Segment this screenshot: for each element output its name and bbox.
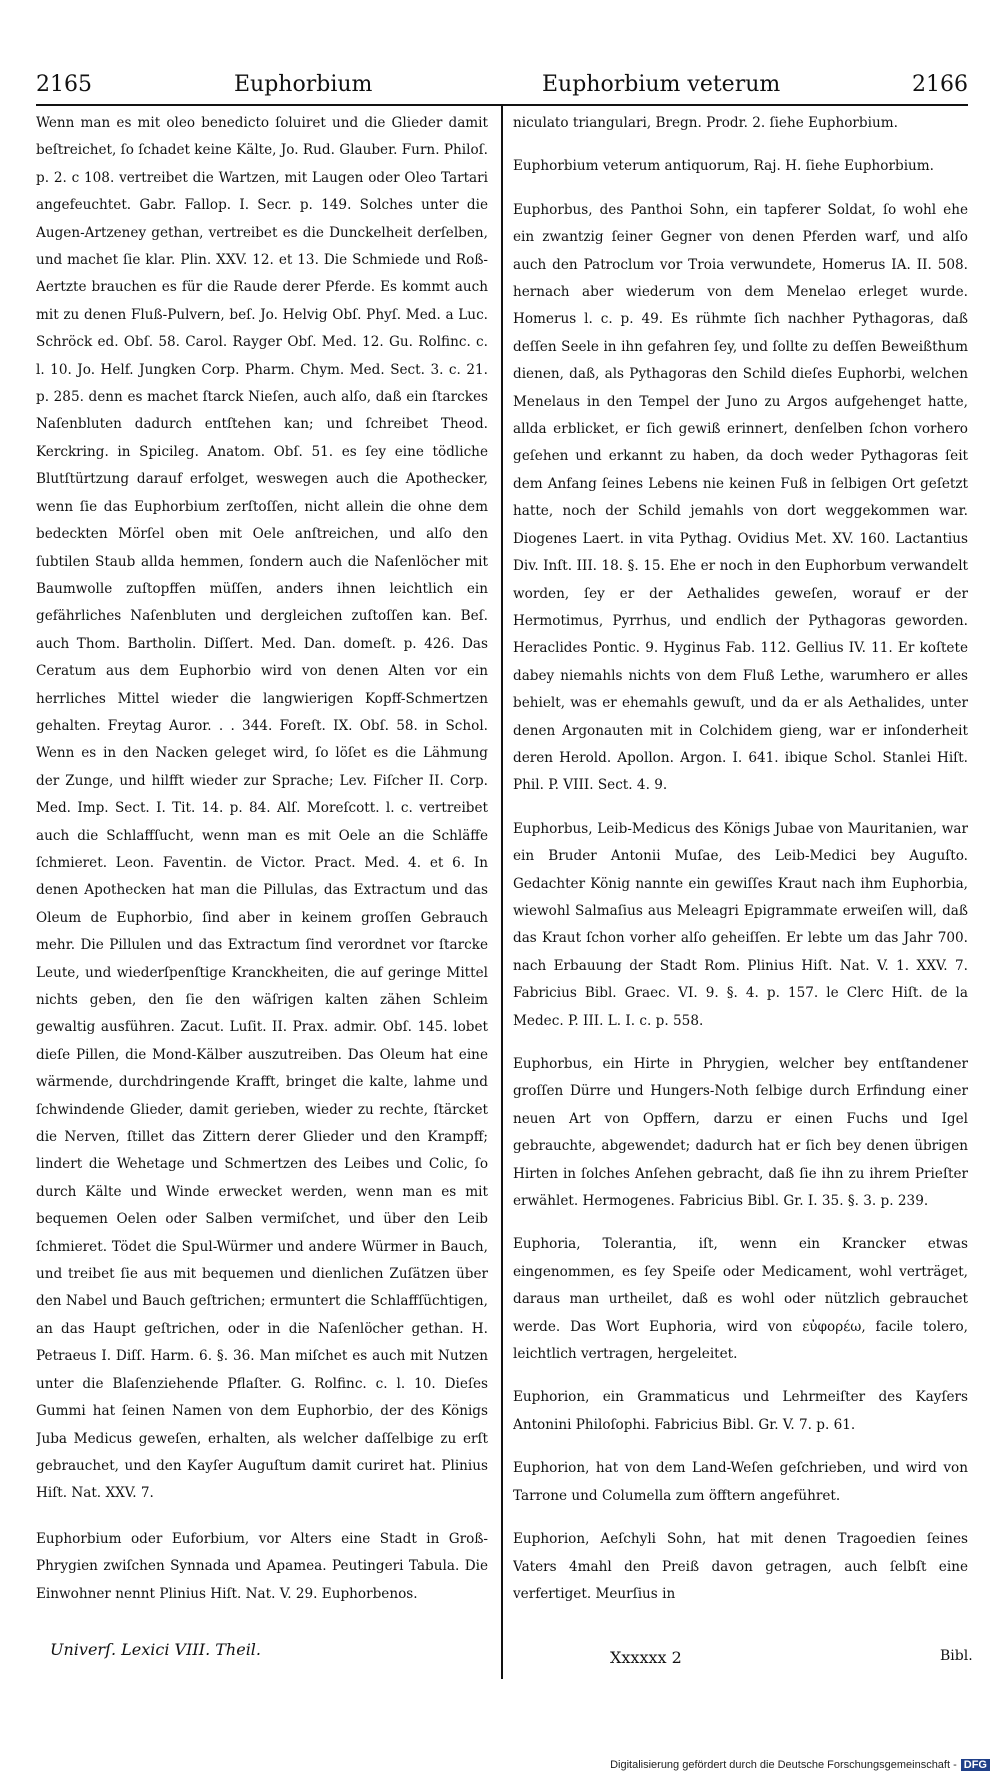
entry-euphorion-grammaticus: Euphorion, ein Grammaticus und Lehrmeiſter des Kayſers Antonini Philoſophi. Fabricius Bibl. Gr. V. 7. p. 61.: [513, 1389, 968, 1433]
entry-euphorbus-shepherd: Euphorbus, ein Hirte in Phrygien, welcher bey entſtandener groſſen Dürre und Hungers-Noth ſelbige durch Erfindung einer neuen Art von Opffern, darzu er einen Fuchs und Igel gebrauchte, abgewendet; dadurch hat er ſich bey denen übrigen Hirten in ſolches Anſehen gebracht, daß ſie ihn zu ihrem Prieſter erwählet. Hermogenes. Fabricius Bibl. Gr. I. 35. §. 3. p. 239.: [513, 1056, 968, 1210]
right-running-title: Euphorbium veterum: [542, 72, 781, 97]
digitization-credit: [610, 1759, 990, 1771]
right-page-number: 2166: [912, 72, 968, 97]
right-column: [513, 110, 968, 1645]
entry-euphorbus-soldier: Euphorbus, des Panthoi Sohn, ein tapferer Soldat, ſo wohl ehe ein zwantzig ſeiner Gegner von denen Pferden warf, und alſo auch den Patroclum vor Troia verwundete, Homerus IA. II. 508. hernach aber wiederum von dem Menelao erleget wurde. Homerus l. c. p. 49. Es rühmte ſich nachher Pythagoras, daß deſſen Seele in ihn gefahren ſey, und ſollte zu deſſen Beweißthum dienen, daß, als Pythagoras den Schild dieſes Euphorbi, welchen Menelaus in den Tempel der Juno zu Argos aufgehenget hatte, allda erblicket, er ſich gewiß erinnert, denſelben ſchon vorhero geſehen und erkannt zu haben, da doch weder Pythagoras ſeit dem Anfang ſeines Lebens nie keinen Fuß in ſelbigen Ort geſetzt hatte, noch der Schild jemahls von dort weggekommen war. Diogenes Laert. in vita Pythag. Ovidius Met. XV. 160. Lactantius Div. Inſt. III. 18. §. 15. Ehe er noch in den Euphorbum verwandelt worden, ſey er der Aethalides geweſen, worauf er der Hermotimus, Pyrrhus, und endlich der Pythagoras geworden. Heraclides Pontic. 9. Hyginus Fab. 112. Gellius IV. 11. Er koſtete dabey niemahls nichts von dem Fluß Lethe, warumhero er alles behielt, was er ehemahls gewuſt, und da er als Aethalides, unter denen Argonauten mit in Colchidem gieng, war er inſonderheit deren Herold. Apollon. Argon. I. 641. ibique Schol. Stanlei Hiſt. Phil. P. VIII. Sect. 4. 9.: [513, 201, 968, 794]
dfg-logo: DFG: [961, 1759, 990, 1771]
entry-euphorbium-uses: Wenn man es mit oleo benedicto ſoluiret und die Glieder damit beſtreichet, ſo ſchadet keine Kälte, Jo. Rud. Glauber. Furn. Philoſ. p. 2. c 108. vertreibet die Wartzen, mit Laugen oder Oleo Tartari angefeuchtet. Gabr. Fallop. I. Secr. p. 149. Solches unter die Augen-Artzeney gethan, vertreibet es die Dunckelheit derſelben, und machet ſie klar. Plin. XXV. 12. et 13. Die Schmiede und Roß-Aertzte brauchen es für die Raude derer Pferde. Es kommt auch mit zu denen Fluß-Pulvern, beſ. Jo. Helvig Obſ. Phyſ. Med. a Luc. Schröck ed. Obſ. 58. Carol. Rayger Obſ. Med. 12. Gu. Rolfinc. c. l. 10. Jo. Helf. Jungken Corp. Pharm. Chym. Med. Sect. 3. c. 21. p. 285. denn es machet ſtarck Nieſen, auch alſo, daß ein ſtarckes Naſenbluten dadurch entſtehen kan; und ſchreibet Theod. Kerckring. in Spicileg. Anatom. Obſ. 51. es ſey eine tödliche Blutſtürtzung darauf erfolget, weswegen auch die Apothecker, wenn ſie das Euphorbium zerſtoſſen, nicht allein die ohne dem bedeckten Mörſel oben mit Oele anſtreichen, und alſo den ſubtilen Staub allda hemmen, ſondern auch die Naſenlöcher mit Baumwolle zuſtopffen müſſen, anders ihnen leichtlich ein gefährliches Naſenbluten und dergleichen zuſtoſſen kan. Beſ. auch Thom. Bartholin. Diſſert. Med. Dan. domeſt. p. 426. Das Ceratum aus dem Euphorbio wird von denen Alten vor ein herrliches Mittel wieder die langwierigen Kopff-Schmertzen gehalten. Freytag Auror. . . 344. Foreſt. IX. Obſ. 58. in Schol. Wenn es in den Nacken geleget wird, ſo löſet es die Lähmung der Zunge, und hilfft wieder zur Sprache; Lev. Fiſcher II. Corp. Med. Imp. Sect. I. Tit. 14. p. 84. Alſ. Moreſcott. l. c. vertreibet auch die Schlaffſucht, wenn man es mit Oele an die Schläffe ſchmieret. Leon. Faventin. de Victor. Pract. Med. 4. et 6. In denen Apothecken hat man die Pillulas, das Extractum und das Oleum de Euphorbio, ſind aber in keinem groſſen Gebrauch mehr. Die Pillulen und das Extractum ſind verordnet vor ſtarcke Leute, und wiederſpenſtige Kranckheiten, die auf geringe Mittel nichts geben, den ſie den wäſrigen kalten zähen Schleim gewaltig ausführen. Zacut. Luſit. II. Prax. admir. Obſ. 145. lobet dieſe Pillen, die Mond-Kälber auszutreiben. Das Oleum hat eine wärmende, durchdringende Krafft, bringet die kalte, lahme und ſchwindende Glieder, damit gerieben, wieder zu rechte, ſtärcket die Nerven, ſtillet das Zittern derer Glieder und den Krampff; lindert die Wehetage und Schmertzen des Leibes und Colic, ſo durch Kälte und Winde erwecket werden, wenn man es mit bequemen Oelen oder Salben vermiſchet, und über den Leib ſchmieret. Tödet die Spul-Würmer und andere Würmer in Bauch, und treibet ſie aus mit bequemen und dienlichen Zuſätzen über den Nabel und Bauch geſtrichen; ermuntert die Schlaffſüchtigen, an das Haupt geſtrichen, oder in die Naſenlöcher gethan. H. Petraeus I. Diſſ. Harm. 6. §. 36. Man miſchet es auch mit Nutzen unter die Blaſenziehende Pflaſter. G. Rolfinc. c. l. 10. Dieſes Gummi hat ſeinen Namen von dem Euphorbio, der des Königs Juba Medicus geweſen, erhalten, als welcher daſſelbige zu erſt gebrauchet, und den Kayſer Auguſtum damit curiret hat. Plinius Hiſt. Nat. XXV. 7.: [36, 115, 488, 1502]
entry-euphoria: Euphoria, Tolerantia, iſt, wenn ein Krancker etwas eingenommen, es ſey Speiſe oder Medicament, wohl verträget, daraus man urtheilet, daß es wohl oder nützlich gebrauchet werde. Das Wort Euphoria, wird von εὐφορέω, facile tolero, leichtlich vertragen, hergeleitet.: [513, 1236, 968, 1363]
entry-euphorbium-city: Euphorbium oder Euforbium, vor Alters eine Stadt in Groß-Phrygien zwiſchen Synnada und Apamea. Peutingeri Tabula. Die Einwohner nennt Plinius Hiſt. Nat. V. 29. Euphorbenos.: [36, 1530, 488, 1602]
left-running-title: Euphorbium: [234, 72, 373, 97]
signature-mark: Xxxxxx 2: [610, 1648, 682, 1667]
entry-euphorbium-continued: niculato triangulari, Bregn. Prodr. 2. ſiehe Euphorbium.: [513, 115, 898, 131]
entry-euphorbium-veterum: Euphorbium veterum antiquorum, Raj. H. ſiehe Euphorbium.: [513, 158, 935, 175]
entry-euphorion-land: Euphorion, hat von dem Land-Weſen geſchrieben, und wird von Tarrone und Columella zum öfftern angeführet.: [513, 1460, 968, 1504]
column-divider: [501, 104, 503, 1679]
entry-euphorbium-indicum: [36, 1626, 488, 1630]
credit-text: Digitalisierung gefördert durch die Deutsche Forschungsgemeinschaft -: [610, 1759, 957, 1771]
volume-signature: Univerſ. Lexici VIII. Theil.: [50, 1640, 262, 1659]
catchword: Bibl.: [940, 1648, 973, 1664]
entry-euphorion-aeschyli: Euphorion, Aeſchyli Sohn, hat mit denen Tragoedien ſeines Vaters 4mahl den Preiß davon getragen, auch ſelbſt eine verfertiget. Meurſius in: [513, 1531, 968, 1602]
page-header: [36, 70, 968, 104]
entry-euphorbus-physician: Euphorbus, Leib-Medicus des Königs Jubae von Mauritanien, war ein Bruder Antonii Muſae, des Leib-Medici bey Auguſto. Gedachter König nannte ein gewiſſes Kraut nach ihm Euphorbia, wiewohl Salmaſius aus Meleagri Epigrammate erweiſen will, daß das Kraut ſchon vorher alſo geheiſſen. Er lebte um das Jahr 700. nach Erbauung der Stadt Rom. Plinius Hiſt. Nat. V. 1. XXV. 7. Fabricius Bibl. Graec. VI. 9. §. 4. p. 157. le Clerc Hiſt. de la Medec. P. III. L. I. c. p. 558.: [513, 820, 968, 1029]
left-page-number: 2165: [36, 72, 92, 97]
left-column: [36, 110, 488, 1630]
